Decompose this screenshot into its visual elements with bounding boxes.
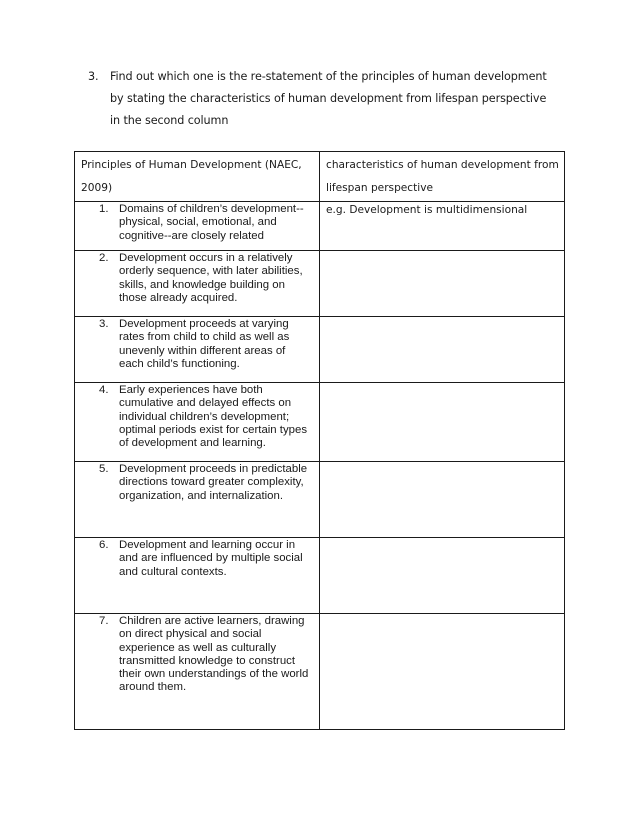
principle-cell [75, 202, 320, 251]
principle-text: Children are active learners, drawing on direct physical and social experience as well as culturally transmitted knowledge to construct their own understandings of the world around them. [119, 615, 309, 694]
principle-number: 3. [99, 318, 109, 330]
characteristic-cell [320, 251, 565, 317]
question-number: 3. [88, 70, 99, 83]
principle-number: 1. [99, 203, 109, 215]
principle-text: Domains of children’s development--physical, social, emotional, and cognitive--are closely related [119, 203, 304, 242]
table-header-row [75, 152, 565, 202]
question-text: Find out which one is the re-statement of the principles of human development by stating the characteristics of human development from lifespan perspective in the second column [110, 70, 547, 127]
characteristic-cell: e.g. Development is multidimensional [320, 202, 565, 251]
characteristic-cell [320, 317, 565, 383]
principle-number: 2. [99, 252, 109, 264]
table-row [75, 462, 565, 538]
table-row [75, 614, 565, 730]
principle-number: 5. [99, 463, 109, 475]
principle-cell [75, 317, 320, 383]
principle-cell [75, 538, 320, 614]
principle-number: 7. [99, 615, 109, 627]
principle-text: Development occurs in a relatively orderly sequence, with later abilities, skills, and knowledge building on those already acquired. [119, 252, 303, 304]
characteristic-cell [320, 614, 565, 730]
characteristic-cell [320, 538, 565, 614]
principle-cell [75, 383, 320, 462]
table-row [75, 383, 565, 462]
table-row [75, 317, 565, 383]
principle-cell [75, 614, 320, 730]
table-row [75, 202, 565, 251]
principle-cell [75, 251, 320, 317]
header-characteristics: characteristics of human development from lifespan perspective [320, 152, 565, 202]
characteristic-cell [320, 383, 565, 462]
principle-text: Development and learning occur in and are influenced by multiple social and cultural contexts. [119, 539, 303, 578]
question-block [88, 66, 558, 132]
principle-text: Development proceeds at varying rates from child to child as well as unevenly within different areas of each child’s functioning. [119, 318, 290, 370]
header-principles: Principles of Human Development (NAEC, 2009) [75, 152, 320, 202]
principle-text: Early experiences have both cumulative and delayed effects on individual children’s development; optimal periods exist for certain types of development and learning. [119, 384, 308, 450]
table-row [75, 251, 565, 317]
principle-text: Development proceeds in predictable directions toward greater complexity, organization, and internalization. [119, 463, 308, 502]
principle-number: 4. [99, 384, 109, 396]
principles-table [74, 151, 565, 730]
characteristic-cell [320, 462, 565, 538]
table-row [75, 538, 565, 614]
principle-number: 6. [99, 539, 109, 551]
principle-cell [75, 462, 320, 538]
